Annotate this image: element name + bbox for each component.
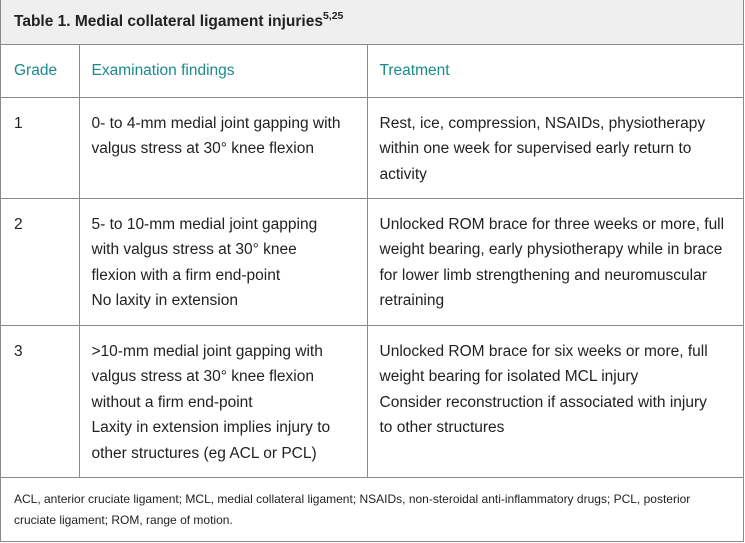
treatment-line: weight bearing for isolated MCL injury [379,368,639,385]
table-footnote: ACL, anterior cruciate ligament; MCL, medial collateral ligament; NSAIDs, non-steroidal anti-inflammatory drugs; PCL, posterior cruciate ligament; ROM, range of motion. [14,491,691,527]
findings-line: No laxity in extension [91,292,238,309]
findings-line: 5- to 10-mm medial joint gapping [91,215,318,233]
findings-line: with valgus stress at 30° knee [91,241,297,258]
treatment-cell [367,97,743,198]
table-title: Table 1. Medial collateral ligament injuries [14,13,323,31]
findings-cell [79,325,367,477]
findings-line: >10-mm medial joint gapping with [91,342,323,360]
treatment-line: activity [379,165,427,183]
treatment-line: weight bearing, early physiotherapy while in brace [379,241,723,258]
treatment-line: retraining [379,292,445,309]
findings-line: Laxity in extension implies injury to [91,419,331,436]
findings-cell [79,97,367,198]
treatment-line: for lower limb strengthening and neuromuscular [379,266,707,284]
treatment-cell [367,198,743,325]
mcl-injury-table [1,45,743,478]
findings-line: other structures (eg ACL or PCL) [91,444,317,462]
header-grade: Grade [1,45,79,97]
grade-cell: 1 [1,97,79,198]
grade-cell: 3 [1,325,79,477]
grade-cell: 2 [1,198,79,325]
table-row [1,198,743,325]
table-title-citation: 5,25 [322,10,344,22]
findings-cell [79,198,367,325]
treatment-cell [367,325,743,477]
table-row [1,325,743,477]
treatment-line: Unlocked ROM brace for three weeks or more, full [379,215,725,233]
treatment-line: Rest, ice, compression, NSAIDs, physiotherapy [379,114,706,132]
table-title-bar [1,0,743,45]
treatment-line: Unlocked ROM brace for six weeks or more, full [379,342,708,360]
findings-line: valgus stress at 30° knee flexion [91,368,314,385]
findings-line: 0- to 4-mm medial joint gapping with [91,114,341,132]
header-treatment: Treatment [367,45,743,97]
findings-line: valgus stress at 30° knee flexion [91,140,314,157]
findings-line: flexion with a firm end-point [91,266,281,284]
table-header-row [1,45,743,97]
treatment-line: within one week for supervised early return to [379,140,692,157]
treatment-line: Consider reconstruction if associated with injury [379,393,707,411]
findings-line: without a firm end-point [91,393,253,411]
treatment-line: to other structures [379,419,505,436]
header-examination-findings: Examination findings [79,45,367,97]
table-row [1,97,743,198]
